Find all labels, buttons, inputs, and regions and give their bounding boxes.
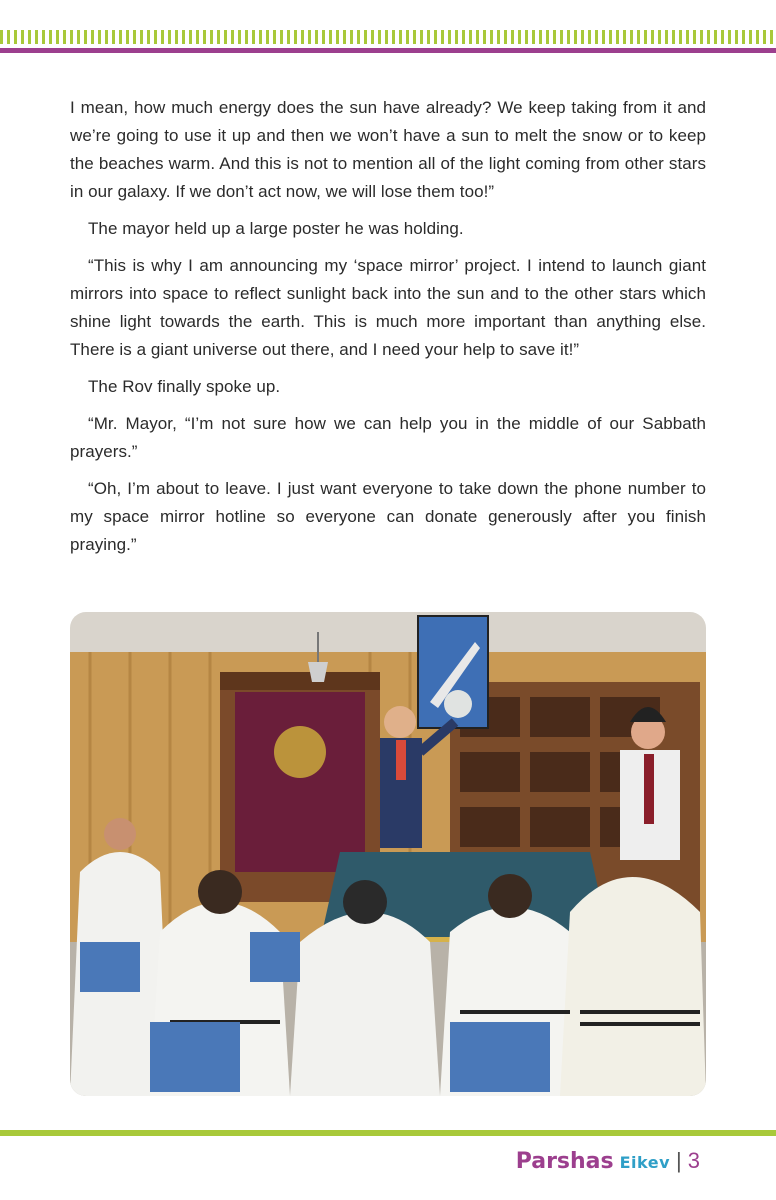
paragraph-5: “Mr. Mayor, “I’m not sure how we can help you in the middle of our Sabbath prayers.” (70, 414, 706, 461)
story-text (70, 94, 706, 568)
footer-parsha-label: Parshas (515, 1149, 614, 1174)
ark-curtain (235, 692, 365, 872)
page-footer (516, 1148, 700, 1178)
paragraph-2: The mayor held up a large poster he was holding. (88, 219, 464, 238)
footer-parsha-name: Eikev (619, 1153, 671, 1172)
header-rule (0, 48, 776, 53)
illustration-art (70, 612, 706, 1096)
footer-rule (0, 1130, 776, 1136)
paragraph-3: “This is why I am announcing my ‘space mirror’ project. I intend to launch giant mirrors into space to reflect sunlight back into the sun and to the other stars which shine light towards the earth. This is much more important than anything else. There is a giant universe out there, and I need your help to save it!” (70, 256, 706, 359)
mayor-figure (384, 706, 416, 738)
header-tick-pattern (0, 30, 776, 44)
footer-separator: | (676, 1148, 682, 1173)
page-number: 3 (687, 1148, 700, 1173)
paragraph-1: I mean, how much energy does the sun have already? We keep taking from it and we’re going to use it up and then we won’t have a sun to melt the snow or to keep the beaches warm. And this is not to mention all of the light coming from other stars in our galaxy. If we don’t act now, we will lose them too!” (70, 98, 706, 201)
header-band (0, 0, 776, 56)
synagogue-illustration (70, 612, 706, 1096)
paragraph-6: “Oh, I’m about to leave. I just want everyone to take down the phone number to my space mirror hotline so everyone can donate generously after you finish praying.” (70, 479, 706, 554)
paragraph-4: The Rov finally spoke up. (88, 377, 281, 396)
